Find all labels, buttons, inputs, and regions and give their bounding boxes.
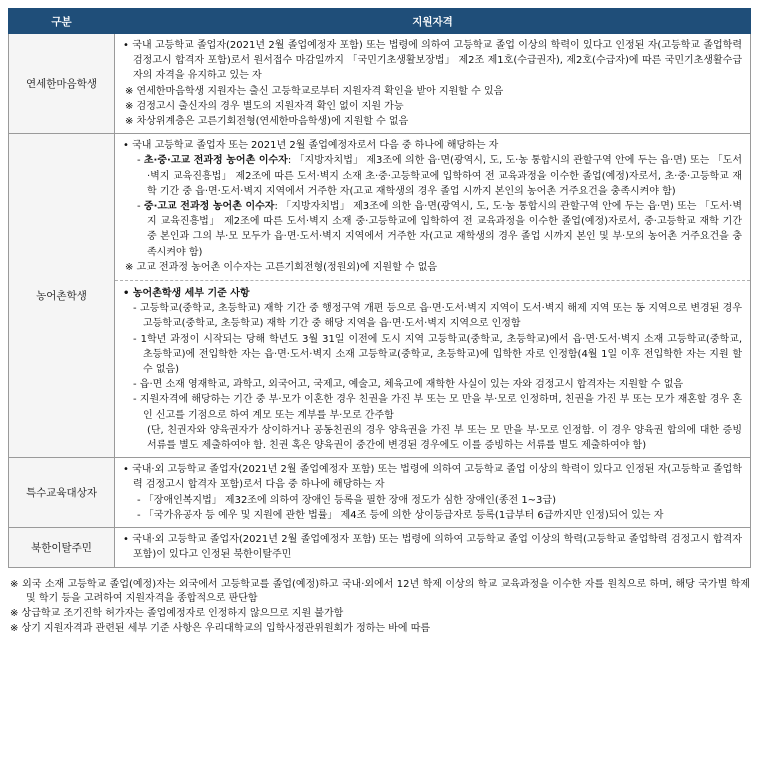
list-item: - 「국가유공자 등 예우 및 지원에 관한 법률」 제4조 등에 의한 상이등급자로 등록(1급부터 6급까지만 인정)되어 있는 자 — [137, 509, 664, 521]
note-text: ※ 고교 전과정 농어촌 이수자는 고른기회전형(정원외)에 지원할 수 없음 — [125, 261, 438, 273]
detail-item: - 읍·면 소재 영재학교, 과학고, 외국어고, 국제고, 예술고, 체육고에 재학한 사실이 있는 자와 검정고시 합격자는 지원할 수 없음 — [133, 379, 684, 391]
note-text: ※ 연세한마음학생 지원자는 출신 고등학교로부터 지원자격 확인을 받아 지원할 수 있음 — [125, 85, 504, 97]
detail-heading — [123, 286, 742, 301]
bullet-text: • 국내·외 고등학교 졸업자(2021년 2월 졸업예정자 포함) 또는 법령에 의하여 고등학교 졸업 이상의 학력이 있다고 인정된 자(고등학교 졸업학력 검정고시 합격자 포함)로서 다음 중 하나에 해당하는 자 — [123, 464, 742, 491]
row-content — [115, 134, 751, 458]
footnote: ※ 상급학교 조기진학 허가자는 졸업예정자로 인정하지 않으므로 지원 불가함 — [10, 608, 344, 620]
table-row — [9, 528, 751, 567]
rural-item-2-text: : 「지방자치법」 제3조에 의한 읍·면(광역시, 도, 도·농 통합시의 관할구역 안에 두는 읍·면) 또는 「도서·벽지 교육진흥법」 제2조에 따른 도서·벽지 소재 중·고등학교에 입학하여 전 교육과정을 이수한 졸업(예정)자로서, 중·고등학교 재학 기간 중 본인과 그의 부·모 모두가 읍·면·도서·벽지 지역에서 거주한 자(고교 재학생의 경우 졸업 시까지 본인 및 부·모의 농어촌 거주요건을 충족시켜야 함) — [147, 201, 742, 258]
detail-item: - 1학년 과정이 시작되는 당해 학년도 3월 31일 이전에 도시 지역 고등학교(중학교, 초등학교)에서 읍·면·도서·벽지 소재 고등학교(중학교, 초등학교)에 전입학한 자는 읍·면·도서·벽지 소재 고등학교(중학교, 초등학교)에 입학한 자로 인정함(4월 1일 이후 전입학한 자는 지원 할 수 없음) — [133, 333, 742, 376]
row-content — [115, 528, 751, 567]
rural-item-1: - 초·중·고교 전과정 농어촌 이수자: 「지방자치법」 제3조에 의한 읍·면(광역시, 도, 도·농 통합시의 관할구역 안에 두는 읍·면) 또는 「도서·벽지 교육진흥법」 제2조에 따른 도서·벽지 소재 초·중·고등학교에 입학하여 전 교육과정을 이수한 졸업(예정)자로서, 초·중·고등학교 재학 기간 중 읍·면·도서·벽지 지역에서 거주한 자(고교 재학생의 경우 졸업 시까지 본인의 농어촌 거주요건을 충족시켜야 함) — [137, 155, 742, 197]
row-category: 농어촌학생 — [9, 134, 115, 458]
table-row — [9, 458, 751, 528]
detail-heading-text: • 농어촌학생 세부 기준 사항 — [123, 288, 250, 300]
eligibility-document — [8, 8, 750, 637]
detail-item: - 지원자격에 해당하는 기간 중 부·모가 이혼한 경우 친권을 가진 부 또는 모 만을 부·모로 인정하며, 친권을 가진 부 또는 모가 재혼할 경우 혼인 신고를 기점으로 하여 계모 또는 계부를 부·모로 간주함 — [133, 394, 742, 421]
row-content — [115, 34, 751, 134]
table-header-row — [9, 9, 751, 34]
rural-item-2: - 중·고교 전과정 농어촌 이수자: 「지방자치법」 제3조에 의한 읍·면(광역시, 도, 도·농 통합시의 관할구역 안에 두는 읍·면) 또는 「도서·벽지 교육진흥법」 제2조에 따른 도서·벽지 소재 중·고등학교에 입학하여 전 교육과정을 이수한 졸업(예정)자로서, 중·고등학교 재학 기간 중 본인과 그의 부·모 모두가 읍·면·도서·벽지 지역에서 거주한 자(고교 재학생의 경우 졸업 시까지 본인 및 부·모의 농어촌 거주요건을 충족시켜야 함) — [137, 201, 742, 258]
detail-paren: (단, 친권자와 양육권자가 상이하거나 공동친권의 경우 양육권을 가진 부 또는 모 만을 부·모로 인정함. 이 경우 양육권 합의에 대한 증빙서류를 별도 제출하여야 함. 친권 혹은 양육권이 중간에 변경된 경우에도 이를 증빙하는 서류를 별도 제출하여야 함) — [147, 424, 742, 452]
bullet-text: • 국내 고등학교 졸업자 또는 2021년 2월 졸업예정자로서 다음 중 하나에 해당하는 자 — [123, 140, 499, 152]
row-category: 북한이탈주민 — [9, 528, 115, 567]
dashed-divider — [115, 280, 750, 281]
rural-item-2-title: 중·고교 전과정 농어촌 이수자 — [143, 201, 275, 213]
row-category: 연세한마음학생 — [9, 34, 115, 134]
table-row — [9, 34, 751, 134]
footnotes — [8, 578, 750, 637]
row-content — [115, 458, 751, 528]
footnote: ※ 상기 지원자격과 관련된 세부 기준 사항은 우리대학교의 입학사정관위원회가 정하는 바에 따름 — [10, 622, 431, 634]
list-item: - 「장애인복지법」 제32조에 의하여 장애인 등록을 필한 장애 정도가 심한 장애인(종전 1~3급) — [137, 494, 556, 506]
eligibility-table — [8, 8, 751, 568]
table-row — [9, 134, 751, 458]
header-eligibility: 지원자격 — [115, 9, 751, 34]
header-category: 구분 — [9, 9, 115, 34]
detail-item: - 고등학교(중학교, 초등학교) 재학 기간 중 행정구역 개편 등으로 읍·면·도서·벽지 지역이 도서·벽지 해제 지역 또는 동 지역으로 변경된 경우 고등학교(중학교, 초등학교) 재학 기간 중 해당 지역을 읍·면·도서·벽지 지역으로 인정함 — [133, 303, 742, 330]
row-category: 특수교육대상자 — [9, 458, 115, 528]
rural-item-1-title: 초·중·고교 전과정 농어촌 이수자 — [143, 155, 288, 167]
bullet-text: • 국내·외 고등학교 졸업자(2021년 2월 졸업예정자 포함) 또는 법령에 의하여 고등학교 졸업 이상의 학력(고등학교 졸업학력 검정고시 합격자 포함)이 있다고 인정된 북한이탈주민 — [123, 534, 742, 561]
note-text: ※ 차상위계층은 고른기회전형(연세한마음학생)에 지원할 수 없음 — [125, 116, 409, 128]
bullet-text: • 국내 고등학교 졸업자(2021년 2월 졸업예정자 포함) 또는 법령에 의하여 고등학교 졸업 이상의 학력이 있다고 인정된 자(고등학교 졸업학력 검정고시 합격자 포함)로서 원서접수 마감일까지 「국민기초생활보장법」 제2조 제1호(수급권자), 제2호(수급자)에 따른 국민기초생활수급자의 자격을 유지하고 있는 자 — [123, 40, 742, 82]
note-text: ※ 검정고시 출신자의 경우 별도의 지원자격 확인 없이 지원 가능 — [125, 100, 404, 112]
rural-item-1-text: : 「지방자치법」 제3조에 의한 읍·면(광역시, 도, 도·농 통합시의 관할구역 안에 두는 읍·면) 또는 「도서·벽지 교육진흥법」 제2조에 따른 도서·벽지 소재 초·중·고등학교에 입학하여 전 교육과정을 이수한 졸업(예정)자로서, 초·중·고등학교 재학 기간 중 읍·면·도서·벽지 지역에서 거주한 자(고교 재학생의 경우 졸업 시까지 본인의 농어촌 거주요건을 충족시켜야 함) — [147, 155, 742, 197]
footnote: ※ 외국 소재 고등학교 졸업(예정)자는 외국에서 고등학교를 졸업(예정)하고 국내·외에서 12년 학제 이상의 학교 교육과정을 이수한 자를 원칙으로 하며, 해당 국가별 학제 및 학기 등을 고려하여 지원자격을 종합적으로 판단함 — [10, 578, 750, 605]
